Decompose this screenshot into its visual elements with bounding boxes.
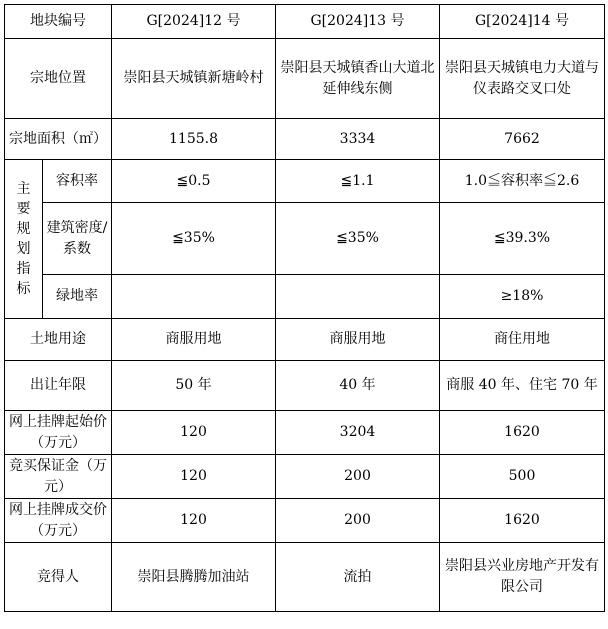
indicator-label-char: 指 <box>16 261 31 277</box>
indicator-label-char: 要 <box>16 201 31 217</box>
location-row <box>5 39 605 119</box>
location-value-3: 崇阳县天城镇电力大道与仪表路交叉口处 <box>440 39 605 119</box>
density-value-2: ≦35% <box>276 203 440 275</box>
green-value-1 <box>112 275 276 319</box>
header-row <box>5 5 605 39</box>
final-price-value-2: 200 <box>276 499 440 543</box>
area-value-1: 1155.8 <box>112 119 276 160</box>
start-price-row <box>5 411 605 455</box>
use-value-3: 商住用地 <box>440 319 605 361</box>
winner-value-2: 流拍 <box>276 543 440 612</box>
final-price-value-1: 120 <box>112 499 276 543</box>
far-value-1: ≦0.5 <box>112 160 276 203</box>
start-price-label: 网上挂牌起始价（万元） <box>5 411 112 455</box>
winner-row <box>5 543 605 612</box>
green-value-3: ≥18% <box>440 275 605 319</box>
indicator-label-char: 主 <box>16 181 31 197</box>
final-price-value-3: 1620 <box>440 499 605 543</box>
deposit-row <box>5 455 605 499</box>
start-price-value-2: 3204 <box>276 411 440 455</box>
far-label: 容积率 <box>43 160 112 203</box>
start-price-value-3: 1620 <box>440 411 605 455</box>
green-row <box>5 275 605 319</box>
term-value-3: 商服 40 年、住宅 70 年 <box>440 361 605 411</box>
land-auction-table <box>4 4 605 612</box>
final-price-label: 网上挂牌成交价（万元） <box>5 499 112 543</box>
far-row <box>5 160 605 203</box>
area-label: 宗地面积（㎡） <box>5 119 112 160</box>
density-label: 建筑密度/系数 <box>43 203 112 275</box>
indicator-label-char: 划 <box>16 241 31 257</box>
use-value-1: 商服用地 <box>112 319 276 361</box>
parcel-id-3: G[2024]14 号 <box>440 5 605 39</box>
winner-value-1: 崇阳县腾腾加油站 <box>112 543 276 612</box>
deposit-value-1: 120 <box>112 455 276 499</box>
term-value-1: 50 年 <box>112 361 276 411</box>
indicator-label-char: 规 <box>16 221 31 237</box>
parcel-id-2: G[2024]13 号 <box>276 5 440 39</box>
parcel-id-1: G[2024]12 号 <box>112 5 276 39</box>
winner-label: 竞得人 <box>5 543 112 612</box>
final-price-row <box>5 499 605 543</box>
area-value-3: 7662 <box>440 119 605 160</box>
start-price-value-1: 120 <box>112 411 276 455</box>
indicator-label-char: 标 <box>16 281 31 297</box>
planning-indicators-label <box>5 160 43 319</box>
term-row <box>5 361 605 411</box>
deposit-label: 竞买保证金（万元） <box>5 455 112 499</box>
use-row <box>5 319 605 361</box>
location-value-2: 崇阳县天城镇香山大道北延伸线东侧 <box>276 39 440 119</box>
deposit-value-3: 500 <box>440 455 605 499</box>
use-value-2: 商服用地 <box>276 319 440 361</box>
density-row <box>5 203 605 275</box>
use-label: 土地用途 <box>5 319 112 361</box>
green-label: 绿地率 <box>43 275 112 319</box>
deposit-value-2: 200 <box>276 455 440 499</box>
area-value-2: 3334 <box>276 119 440 160</box>
location-value-1: 崇阳县天城镇新塘岭村 <box>112 39 276 119</box>
density-value-3: ≦39.3% <box>440 203 605 275</box>
far-value-3: 1.0≦容积率≦2.6 <box>440 160 605 203</box>
far-value-2: ≦1.1 <box>276 160 440 203</box>
area-row <box>5 119 605 160</box>
location-label: 宗地位置 <box>5 39 112 119</box>
term-label: 出让年限 <box>5 361 112 411</box>
green-value-2 <box>276 275 440 319</box>
density-value-1: ≦35% <box>112 203 276 275</box>
term-value-2: 40 年 <box>276 361 440 411</box>
winner-value-3: 崇阳县兴业房地产开发有限公司 <box>440 543 605 612</box>
parcel-id-label: 地块编号 <box>5 5 112 39</box>
